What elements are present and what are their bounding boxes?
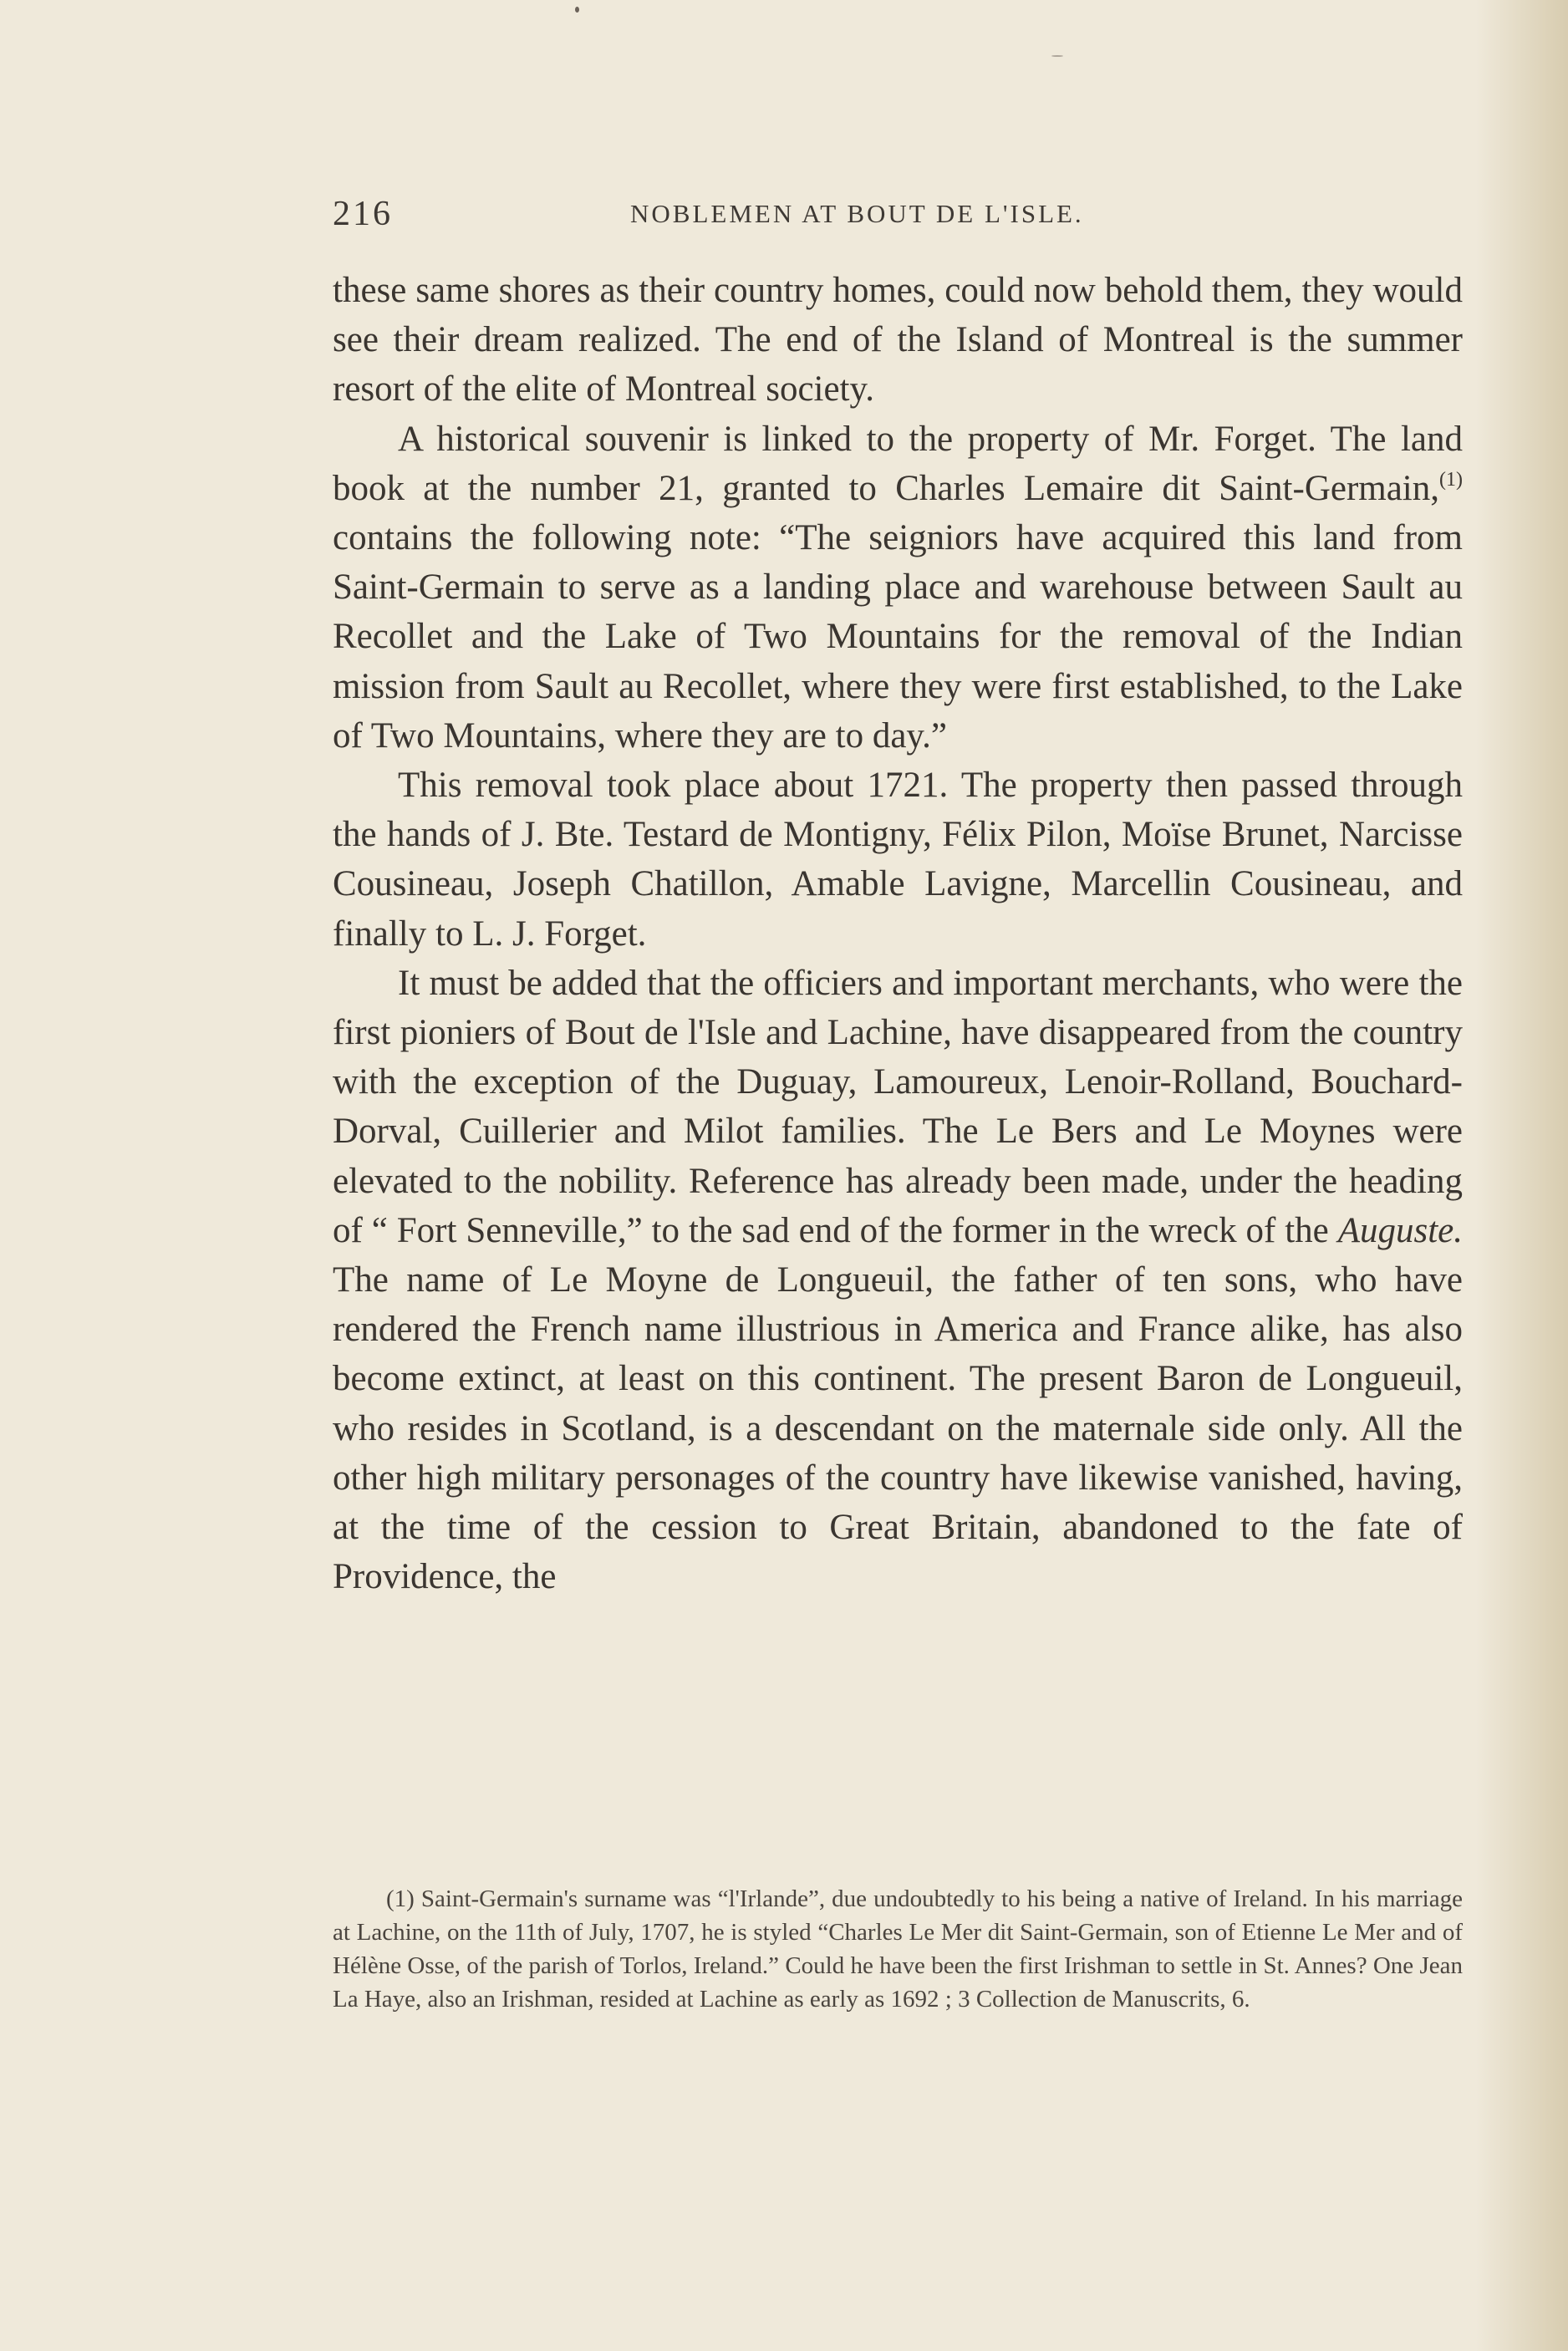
ship-name: Auguste. xyxy=(1337,1210,1463,1250)
paragraph-2-text-a: A historical souvenir is linked to the property of Mr. Forget. The land book at the number 21, granted to Charles Lemaire dit Saint-Germain, xyxy=(333,419,1463,508)
paragraph-1-text: these same shores as their country homes, could now behold them, they would see their dream realized. The end of the Island of Montreal is the summer resort of the elite of Montreal society. xyxy=(333,271,1463,410)
paragraph-2 xyxy=(333,415,1463,761)
footnote-reference: (1) xyxy=(1439,468,1463,491)
footnote: (1) Saint-Germain's surname was “l'Irlande”, due undoubtedly to his being a native of Ireland. In his marriage at Lachine, on the 11th of July, 1707, he is styled “Charles Le Mer dit Saint-Germain, son of Etienne Le Mer and of Hélène Osse, of the parish of Torlos, Ireland.” Could he have been the first Irishman to settle in St. Annes? One Jean La Haye, also an Irishman, resided at Lachine as early as 1692 ; 3 Collection de Manuscrits, 6. xyxy=(333,1885,1463,2013)
paragraph-2-text-b: contains the following note: “The seigniors have acquired this land from Saint-Germain to serve as a landing place and warehouse between Sault au Recollet and the Lake of Two Mountains for the removal of the Indian mission from Sault au Recollet, where they were first established, to the Lake of Two Mountains, where they are to day.” xyxy=(333,518,1463,756)
paragraph-4-text-b: The name of Le Moyne de Longueuil, the father of ten sons, who have rendered the French name illustrious in America and France alike, has also become extinct, at least on this continent. The present Baron de Longueuil, who resides in Scotland, is a descendant on the maternale side only. All the other high military personages of the country have likewise vanished, having, at the time of the cession to Great Britain, abandoned to the fate of Providence, the xyxy=(333,1260,1463,1597)
body-text xyxy=(333,266,1463,1601)
paragraph-3 xyxy=(333,761,1463,959)
paragraph-3-text: This removal took place about 1721. The property then passed through the hands of J. Bte. Testard de Montigny, Félix Pilon, Moïse Brunet, Narcisse Cousineau, Joseph Chatillon, Amable Lavigne, Marcellin Cousineau, and finally to L. J. Forget. xyxy=(333,766,1463,954)
running-head xyxy=(333,194,1463,244)
running-title: NOBLEMEN AT BOUT DE L'ISLE. xyxy=(630,199,1084,228)
paragraph-4-text-a: It must be added that the officiers and important merchants, who were the first pioniers of Bout de l'Isle and Lachine, have disappeared from the country with the exception of the Duguay, Lamoureux, Lenoir-Rolland, Bouchard-Dorval, Cuillerier and Milot families. The Le Bers and Le Moynes were elevated to the nobility. Reference has already been made, under the heading of “ Fort Senneville,” to the sad end of the former in the wreck of the xyxy=(333,963,1463,1250)
paper-speck xyxy=(1051,55,1063,57)
paragraph-1 xyxy=(333,266,1463,415)
page-number: 216 xyxy=(333,195,393,233)
page-edge-shadow xyxy=(1476,0,1568,2351)
paper-speck xyxy=(575,7,579,13)
paragraph-4 xyxy=(333,959,1463,1602)
